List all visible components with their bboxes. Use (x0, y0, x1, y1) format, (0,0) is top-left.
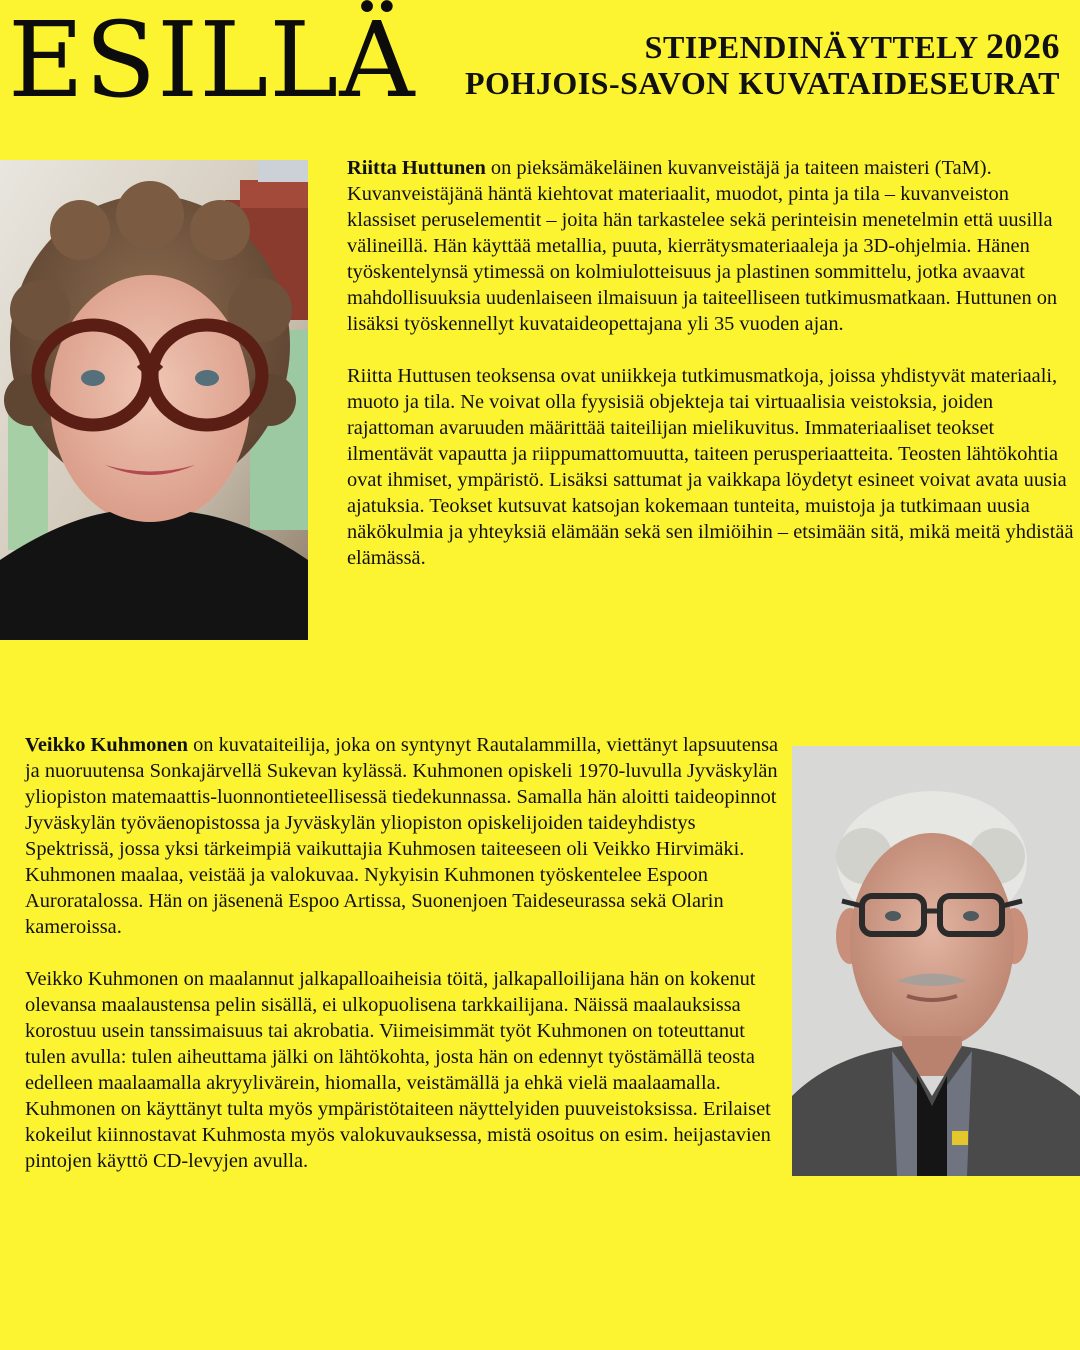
bio-paragraph (347, 155, 1080, 337)
logo-title: ESILLÄ (8, 0, 416, 121)
artist-name: Veikko Kuhmonen (25, 734, 188, 756)
bio-riitta-huttunen (347, 155, 1080, 571)
bio-veikko-kuhmonen (25, 732, 785, 1174)
organizer-name: POHJOIS-SAVON KUVATAIDESEURAT (464, 65, 1060, 101)
artist-name: Riitta Huttunen (347, 157, 486, 179)
bio-text: on pieksämäkeläinen kuvanveistäjä ja taiteen maisteri (TaM). Kuvanveistäjänä häntä kiehtovat materiaalit, muodot, pinta ja tila – kuvanveiston klassiset peruselementit – joita hän tarkastelee sekä perinteisin menetelmin että uusilla välineillä. Hän käyttää metallia, puuta, kierrätysmateriaaleja ja 3D-ohjelmia. Hänen työskentelynsä ytimessä on kolmiulotteisuus ja plastinen sommittelu, jotka avaavat mahdollisuuksia uudenlaiseen ilmaisuun ja taiteelliseen tutkimusmatkaan. Huttunen on lisäksi työskennellyt kuvataideopettajana yli 35 vuoden ajan. (347, 157, 1058, 335)
exhibition-year: 2026 (986, 26, 1060, 66)
bio-paragraph (25, 732, 785, 940)
exhibition-title: STIPENDINÄYTTELY (644, 29, 978, 65)
exhibition-header (465, 28, 1060, 101)
portrait-riitta-huttunen (0, 160, 308, 640)
exhibition-title-line (465, 28, 1060, 65)
bio-paragraph: Riitta Huttusen teoksensa ovat uniikkeja tutkimusmatkoja, joissa yhdistyvät materiaali, muoto ja tila. Ne voivat olla fyysisiä objekteja tai virtuaalisia veistoksia, joiden rajattoman avaruuden määrittää taiteilijan mielikuvitus. Immateriaaliset teokset ilmentävät vapautta ja riippumattomuutta, taiteen perusperiaatteita. Teosten lähtökohtia ovat ihmiset, ympäristö. Lisäksi sattumat ja vaikkapa löydetyt esineet voivat avata uusia ajatuksia. Teokset kutsuvat katsojan kokemaan tunteita, muistoja ja tutkimaan uusia näkökulmia ja yhteyksiä elämään sekä sen ilmiöihin – etsimään sitä, mikä meitä yhdistää elämässä. (347, 365, 1074, 569)
portrait-veikko-kuhmonen (792, 746, 1080, 1176)
bio-text: on kuvataiteilija, joka on syntynyt Rautalammilla, viettänyt lapsuutensa ja nuoruutensa Sonkajärvellä Sukevan kylässä. Kuhmonen opiskeli 1970-luvulla Jyväskylän yliopiston matemaattis-luonnontieteellisessä tiedekunnassa. Samalla hän aloitti taideopinnot Jyväskylän työväenopistossa ja Jyväskylän yliopiston opiskelijoiden taideyhdistys Spektrissä, jossa yksi tärkeimpiä vaikuttajia Kuhmosen taiteeseen oli Veikko Hirvimäki. Kuhmonen maalaa, veistää ja valokuvaa. Nykyisin Kuhmonen työskentelee Espoon Auroratalossa. Hän on jäsenenä Espoo Artissa, Suonenjoen Taideseurassa sekä Olarin kameroissa. (25, 734, 779, 938)
bio-paragraph: Veikko Kuhmonen on maalannut jalkapalloaiheisia töitä, jalkapalloilijana hän on kokenut olevansa maalaustensa pelin sisällä, ei ulkopuolisena tarkkailijana. Näissä maalauksissa korostuu usein tanssimaisuus tai akrobatia. Viimeisimmät työt Kuhmonen on toteuttanut tulen avulla: tulen aiheuttama jälki on lähtökohta, josta hän on edennyt työstämällä teosta edelleen maalaamalla akryylivärein, hiomalla, veistämällä ja ehkä vielä maalaamalla. Kuhmonen on käyttänyt tulta myös ympäristötaiteen näyttelyiden puuveistoksissa. Erilaiset kokeilut kiinnostavat Kuhmosta myös valokuvauksessa, mistä osoitus on esim. heijastavien pintojen käyttö CD-levyjen avulla. (25, 968, 771, 1172)
